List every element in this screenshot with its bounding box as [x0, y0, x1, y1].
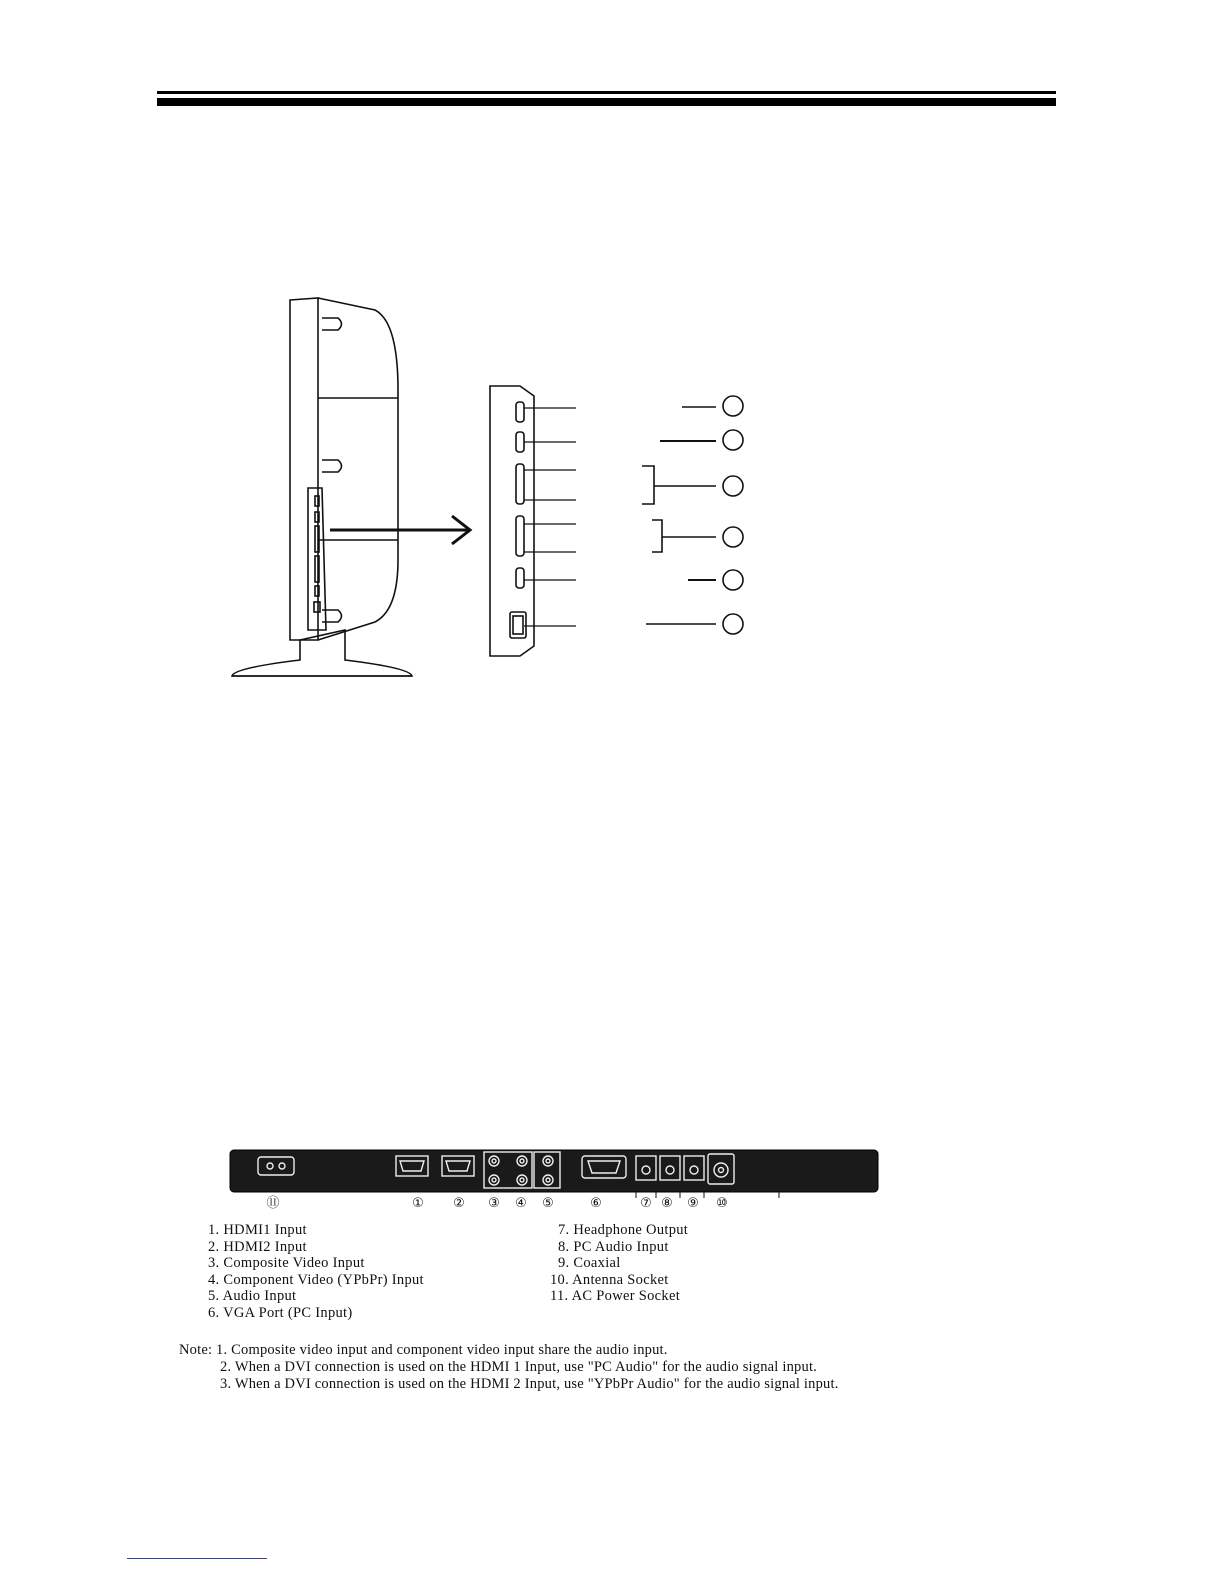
tv-back-shell — [318, 298, 398, 640]
note-item-3: 3. When a DVI connection is used on the HDMI 2 Input, use "YPbPr Audio" for the audio signal input. — [220, 1376, 839, 1392]
list-item: 1. HDMI1 Input — [208, 1222, 307, 1238]
notes-section — [179, 1342, 839, 1393]
port-number-3: ③ — [488, 1196, 500, 1211]
list-item: 9. Coaxial — [558, 1255, 621, 1271]
tv-side-view-figure — [0, 0, 1224, 720]
tv-stand — [232, 630, 412, 676]
callout-circle-3 — [723, 476, 743, 496]
tv-bezel — [290, 298, 318, 640]
port-list-left — [208, 1222, 424, 1321]
callout-circle-6 — [723, 614, 743, 634]
port-number-4: ④ — [515, 1196, 527, 1211]
note-item-2: 2. When a DVI connection is used on the HDMI 1 Input, use "PC Audio" for the audio signal input. — [220, 1359, 817, 1375]
port-list-right — [550, 1222, 688, 1305]
list-item: 10. Antenna Socket — [550, 1271, 669, 1288]
port-number-11: ⑪ — [266, 1196, 280, 1211]
list-item: 7. Headphone Output — [558, 1222, 689, 1238]
port-number-2: ② — [453, 1196, 465, 1211]
list-item: 3. Composite Video Input — [208, 1255, 365, 1271]
port-number-7: ⑦ — [640, 1196, 652, 1211]
port-number-8: ⑧ — [661, 1196, 673, 1211]
port-number-6: ⑥ — [590, 1196, 602, 1211]
port-number-5: ⑤ — [542, 1196, 554, 1211]
callout-circle-4 — [723, 527, 743, 547]
callout-circle-1 — [723, 396, 743, 416]
list-item: 5. Audio Input — [208, 1288, 297, 1304]
list-item: 4. Component Video (YPbPr) Input — [208, 1271, 424, 1288]
port-number-9: ⑨ — [687, 1196, 699, 1211]
list-item: 11. AC Power Socket — [550, 1288, 681, 1304]
list-item: 2. HDMI2 Input — [208, 1238, 307, 1255]
list-item: 6. VGA Port (PC Input) — [208, 1304, 353, 1321]
callout-circle-5 — [723, 570, 743, 590]
note-item-1: 1. Composite video input and component video input share the audio input. — [216, 1342, 668, 1358]
rear-panel-figure — [0, 1140, 1224, 1220]
port-number-10: ⑩ — [716, 1196, 728, 1211]
side-panel-zoom — [490, 386, 743, 656]
port-number-1: ① — [412, 1196, 424, 1211]
footer-link-underline — [127, 1558, 267, 1559]
callout-circle-2 — [723, 430, 743, 450]
rear-panel-strip — [230, 1150, 878, 1192]
list-item: 8. PC Audio Input — [558, 1238, 669, 1255]
note-prefix: Note: — [179, 1342, 213, 1358]
